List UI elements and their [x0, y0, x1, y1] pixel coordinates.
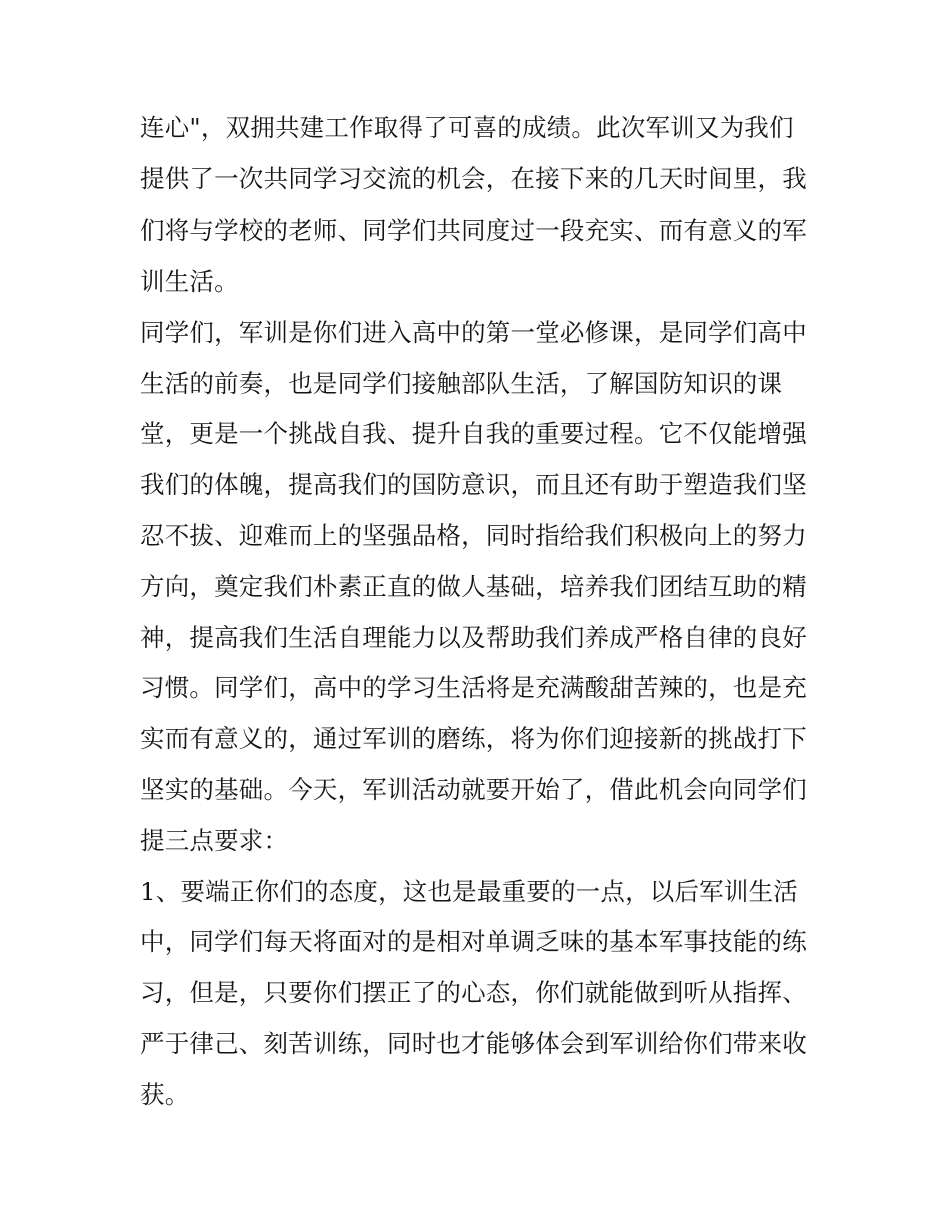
- text-line: 我们的体魄，提高我们的国防意识，而且还有助于塑造我们坚: [140, 470, 807, 499]
- text-line: 坚实的基础。今天，军训活动就要开始了，借此机会向同学们: [140, 775, 807, 804]
- text-line: 生活的前奏，也是同学们接触部队生活，了解国防知识的课: [140, 369, 783, 398]
- text-line: 习，但是，只要你们摆正了的心态，你们就能做到听从指挥、: [140, 978, 807, 1007]
- text-line: 们将与学校的老师、同学们共同度过一段充实、而有意义的军: [140, 216, 807, 245]
- text-line: 堂，更是一个挑战自我、提升自我的重要过程。它不仅能增强: [140, 419, 807, 448]
- text-line: 中，同学们每天将面对的是相对单调乏味的基本军事技能的练: [140, 927, 807, 956]
- text-line: 提供了一次共同学习交流的机会，在接下来的几天时间里，我: [140, 164, 807, 193]
- text-line: 获。: [140, 1080, 190, 1109]
- text-line: 实而有意义的，通过军训的磨练，将为你们迎接新的挑战打下: [140, 724, 807, 753]
- text-line: 连心"，双拥共建工作取得了可喜的成绩。此次军训又为我们: [140, 113, 794, 142]
- text-line: 方向，奠定我们朴素正直的做人基础，培养我们团结互助的精: [140, 572, 807, 601]
- text-line: 1、要端正你们的态度，这也是最重要的一点，以后军训生活: [140, 877, 798, 906]
- text-line: 提三点要求：: [140, 826, 289, 855]
- text-line: 训生活。: [140, 267, 239, 296]
- text-line: 神，提高我们生活自理能力以及帮助我们养成严格自律的良好: [140, 623, 807, 652]
- text-line: 同学们，军训是你们进入高中的第一堂必修课，是同学们高中: [140, 318, 807, 347]
- text-line: 忍不拔、迎难而上的坚强品格，同时指给我们积极向上的努力: [140, 521, 807, 550]
- text-line: 习惯。同学们，高中的学习生活将是充满酸甜苦辣的，也是充: [140, 673, 807, 702]
- text-line: 严于律己、刻苦训练，同时也才能够体会到军训给你们带来收: [140, 1029, 807, 1058]
